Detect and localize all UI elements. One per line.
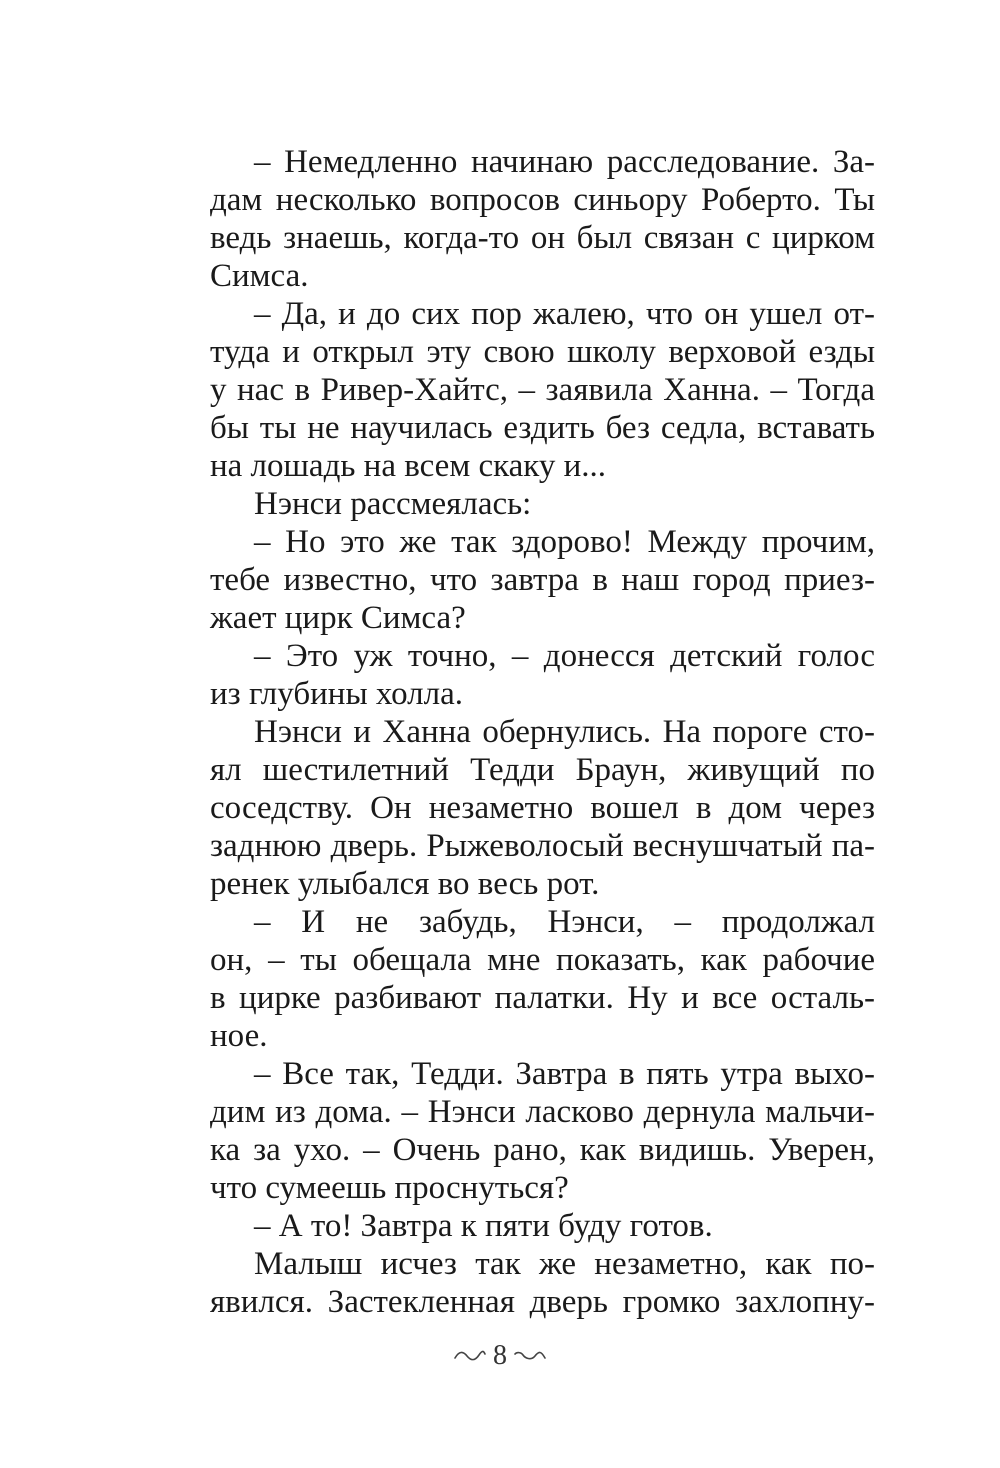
text-line: ял шестилетний Тедди Браун, живущий по <box>210 752 875 788</box>
text-line: тебе известно, что завтра в наш город приез- <box>210 562 875 598</box>
swash-right-icon <box>513 1349 547 1363</box>
text-line: явился. Застекленная дверь громко захлопну- <box>210 1284 875 1320</box>
text-line: – И не забудь, Нэнси, – продолжал <box>254 904 875 940</box>
text-line: заднюю дверь. Рыжеволосый веснушчатый па- <box>210 828 875 864</box>
swash-left-icon <box>453 1349 487 1363</box>
text-line: Малыш исчез так же незаметно, как по- <box>254 1246 875 1282</box>
text-line: ка за ухо. – Очень рано, как видишь. Уверен, <box>210 1132 875 1168</box>
text-line: жает цирк Симса? <box>210 600 466 636</box>
text-line: ведь знаешь, когда-то он был связан с цирком <box>210 220 875 256</box>
text-line: ное. <box>210 1018 268 1054</box>
text-line: он, – ты обещала мне показать, как рабочие <box>210 942 875 978</box>
text-line: Нэнси рассмеялась: <box>254 486 532 522</box>
text-line: из глубины холла. <box>210 676 464 712</box>
text-line: – Но это же так здорово! Между прочим, <box>254 524 875 560</box>
text-line: Нэнси и Ханна обернулись. На пороге сто- <box>254 714 875 750</box>
text-line: что сумеешь проснуться? <box>210 1170 569 1206</box>
text-line: – Да, и до сих пор жалею, что он ушел от- <box>254 296 875 332</box>
text-line: бы ты не научилась ездить без седла, вставать <box>210 410 875 446</box>
text-line: туда и открыл эту свою школу верховой езды <box>210 334 875 370</box>
text-line: – Немедленно начинаю расследование. За- <box>254 144 875 180</box>
page-number: 8 <box>493 1339 507 1371</box>
text-line: в цирке разбивают палатки. Ну и все осталь- <box>210 980 875 1016</box>
text-line: – Это уж точно, – донесся детский голос <box>254 638 875 674</box>
text-line: Симса. <box>210 258 309 294</box>
body-text <box>210 143 875 1321</box>
text-line: дам несколько вопросов синьору Роберто. Ты <box>210 182 875 218</box>
text-line: – А то! Завтра к пяти буду готов. <box>254 1208 713 1244</box>
text-line: у нас в Ривер-Хайтс, – заявила Ханна. – Тогда <box>210 372 875 408</box>
text-line: дим из дома. – Нэнси ласково дернула мальчи- <box>210 1094 875 1130</box>
text-line: ренек улыбался во весь рот. <box>210 866 600 902</box>
text-line: – Все так, Тедди. Завтра в пять утра выхо- <box>254 1056 875 1092</box>
text-line: на лошадь на всем скаку и... <box>210 448 606 484</box>
text-line: соседству. Он незаметно вошел в дом через <box>210 790 875 826</box>
page-footer <box>0 1337 1000 1373</box>
